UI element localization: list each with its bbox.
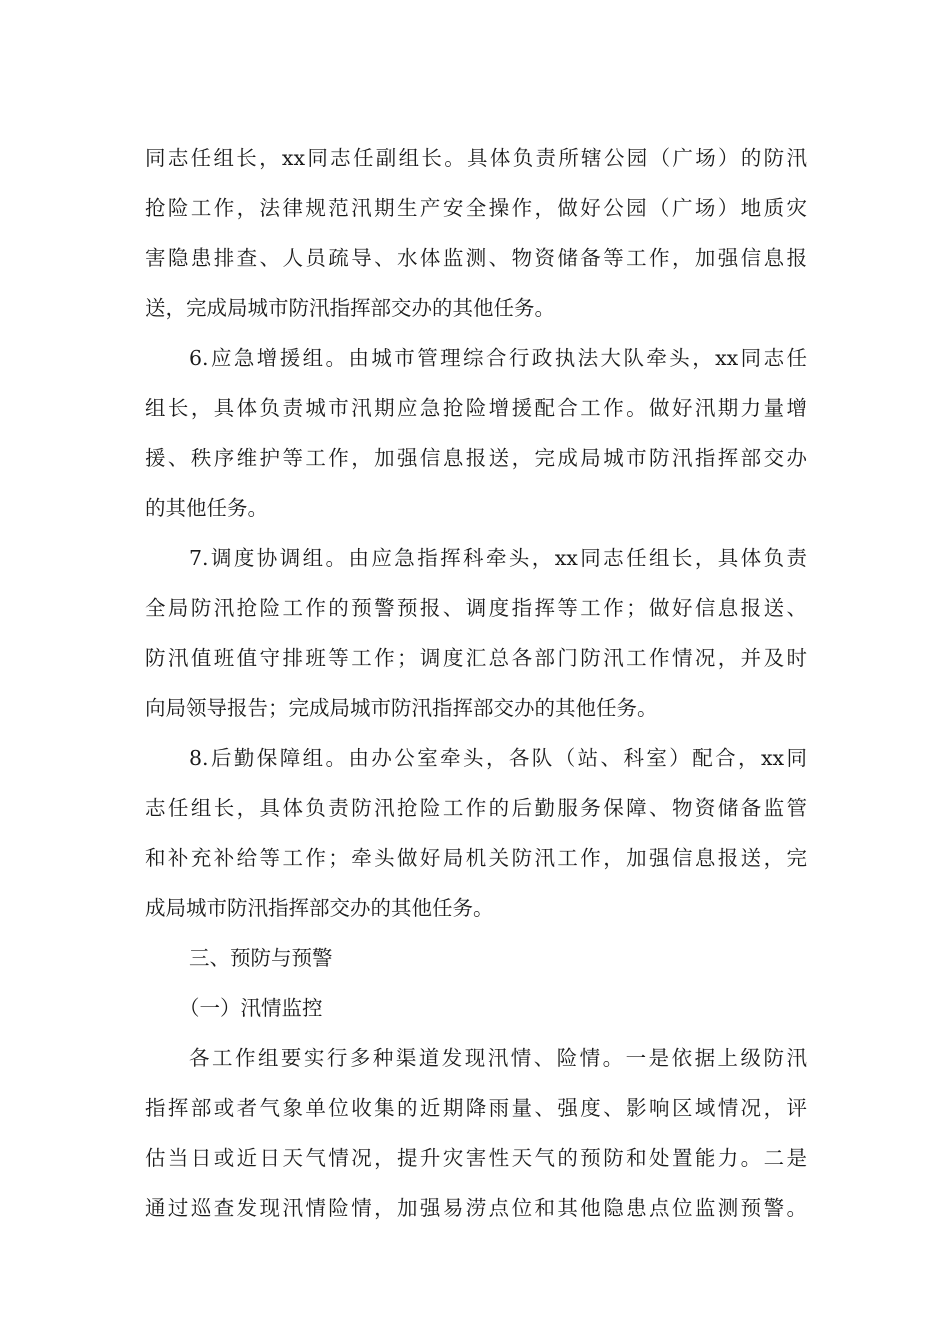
paragraph-6-emergency-support xyxy=(145,333,807,533)
text-line: 抢险工作，法律规范汛期生产安全操作，做好公园（广场）地质灾 xyxy=(145,196,807,220)
text-line: 成局城市防汛指挥部交办的其他任务。 xyxy=(145,896,494,920)
text-line: 志任组长，具体负责防汛抢险工作的后勤服务保障、物资储备监管 xyxy=(145,796,807,820)
paragraph-8-logistics-support xyxy=(145,733,807,933)
text-line: 6.应急增援组。由城市管理综合行政执法大队牵头，xx同志任 xyxy=(189,346,807,370)
text-line: 的其他任务。 xyxy=(145,496,268,520)
text-line: 向局领导报告；完成局城市防汛指挥部交办的其他任务。 xyxy=(145,696,658,720)
text-line: 组长，具体负责城市汛期应急抢险增援配合工作。做好汛期力量增 xyxy=(145,396,807,420)
text-line: 害隐患排查、人员疏导、水体监测、物资储备等工作，加强信息报 xyxy=(145,246,807,270)
text-line: 7.调度协调组。由应急指挥科牵头，xx同志任组长，具体负责 xyxy=(189,546,807,570)
sub-heading: （一）汛情监控 xyxy=(179,996,323,1020)
text-line: 各工作组要实行多种渠道发现汛情、险情。一是依据上级防汛 xyxy=(189,1046,807,1070)
text-line: 和补充补给等工作；牵头做好局机关防汛工作，加强信息报送，完 xyxy=(145,846,807,870)
text-line: 同志任组长，xx同志任副组长。具体负责所辖公园（广场）的防汛 xyxy=(145,146,807,170)
text-line: 送，完成局城市防汛指挥部交办的其他任务。 xyxy=(145,296,555,320)
section-heading: 三、预防与预警 xyxy=(189,946,333,970)
paragraph-flood-monitoring xyxy=(145,1033,807,1233)
text-line: 8.后勤保障组。由办公室牵头，各队（站、科室）配合，xx同 xyxy=(189,746,807,770)
paragraph-5-continued xyxy=(145,133,807,333)
text-line: 防汛值班值守排班等工作；调度汇总各部门防汛工作情况，并及时 xyxy=(145,646,807,670)
text-line: 指挥部或者气象单位收集的近期降雨量、强度、影响区域情况，评 xyxy=(145,1096,807,1120)
text-line: 全局防汛抢险工作的预警预报、调度指挥等工作；做好信息报送、 xyxy=(145,596,807,620)
text-line: 通过巡查发现汛情险情，加强易涝点位和其他隐患点位监测预警。 xyxy=(145,1196,807,1220)
text-line: 估当日或近日天气情况，提升灾害性天气的预防和处置能力。二是 xyxy=(145,1146,807,1170)
document-page xyxy=(145,133,807,1233)
paragraph-7-dispatch-coordination xyxy=(145,533,807,733)
text-line: 援、秩序维护等工作，加强信息报送，完成局城市防汛指挥部交办 xyxy=(145,446,807,470)
